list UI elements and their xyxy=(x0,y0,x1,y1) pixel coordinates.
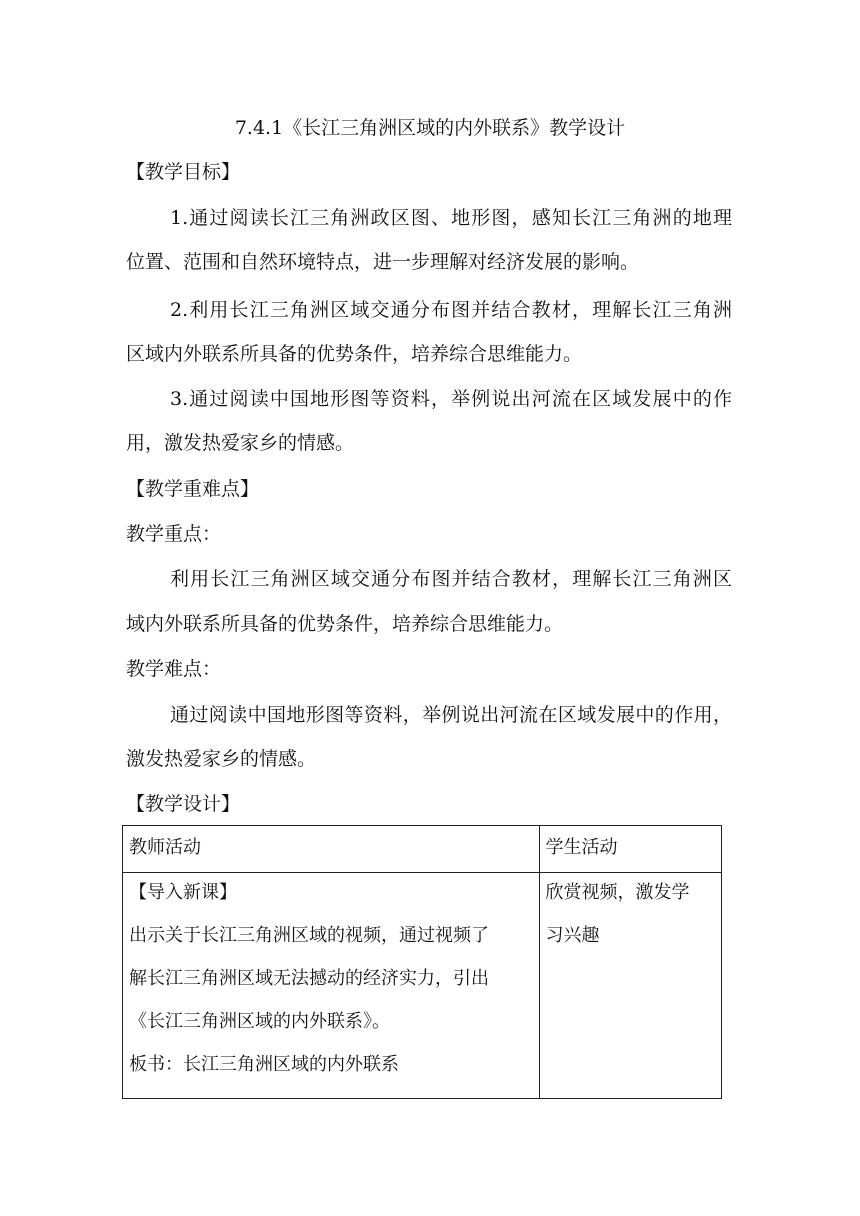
objectives-heading: 【教学目标】 xyxy=(126,161,241,183)
objective-1-line-1: 1.通过阅读长江三角洲政区图、地形图，感知长江三角洲的地理 xyxy=(170,207,732,229)
focus-text-line-1: 利用长江三角洲区域交通分布图并结合教材，理解长江三角洲区 xyxy=(170,568,732,590)
teaching-design-table xyxy=(122,825,722,1099)
objective-1-line-2: 位置、范围和自然环境特点，进一步理解对经济发展的影响。 xyxy=(126,251,640,273)
teacher-line-5: 板书：长江三角洲区域的内外联系 xyxy=(129,1054,399,1075)
document-title: 7.4.1《长江三角洲区域的内外联系》教学设计 xyxy=(234,117,626,139)
student-activity-cell xyxy=(539,873,721,1099)
difficulty-text-line-1: 通过阅读中国地形图等资料，举例说出河流在区域发展中的作用， xyxy=(170,704,732,726)
objective-2-line-2: 区域内外联系所具备的优势条件，培养综合思维能力。 xyxy=(126,343,583,365)
teacher-line-2: 出示关于长江三角洲区域的视频，通过视频了 xyxy=(129,925,489,946)
teacher-line-3: 解长江三角洲区域无法撼动的经济实力，引出 xyxy=(129,968,489,989)
difficulty-text-line-2: 激发热爱家乡的情感。 xyxy=(126,748,317,770)
focus-text-line-2: 域内外联系所具备的优势条件，培养综合思维能力。 xyxy=(126,613,564,635)
table-row xyxy=(123,873,722,1099)
student-line-2: 习兴趣 xyxy=(545,925,600,946)
header-student-label: 学生活动 xyxy=(545,837,618,858)
table-header-row xyxy=(123,826,722,873)
teacher-line-4: 《长江三角洲区域的内外联系》。 xyxy=(129,1011,390,1032)
objective-3-line-1: 3.通过阅读中国地形图等资料，举例说出河流在区域发展中的作 xyxy=(170,388,732,410)
objective-2-line-1: 2.利用长江三角洲区域交通分布图并结合教材，理解长江三角洲 xyxy=(170,299,732,321)
design-heading: 【教学设计】 xyxy=(126,793,241,815)
header-teacher-label: 教师活动 xyxy=(129,837,201,858)
header-student-cell xyxy=(539,826,721,873)
teacher-activity-cell xyxy=(123,873,540,1099)
teacher-line-1: 【导入新课】 xyxy=(129,882,237,903)
student-line-1: 欣赏视频，激发学 xyxy=(545,882,690,903)
focus-label: 教学重点： xyxy=(126,523,222,545)
key-points-heading: 【教学重难点】 xyxy=(126,478,260,500)
header-teacher-cell xyxy=(123,826,540,873)
objective-3-line-2: 用，激发热爱家乡的情感。 xyxy=(126,432,355,454)
difficulty-label: 教学难点： xyxy=(126,658,222,680)
